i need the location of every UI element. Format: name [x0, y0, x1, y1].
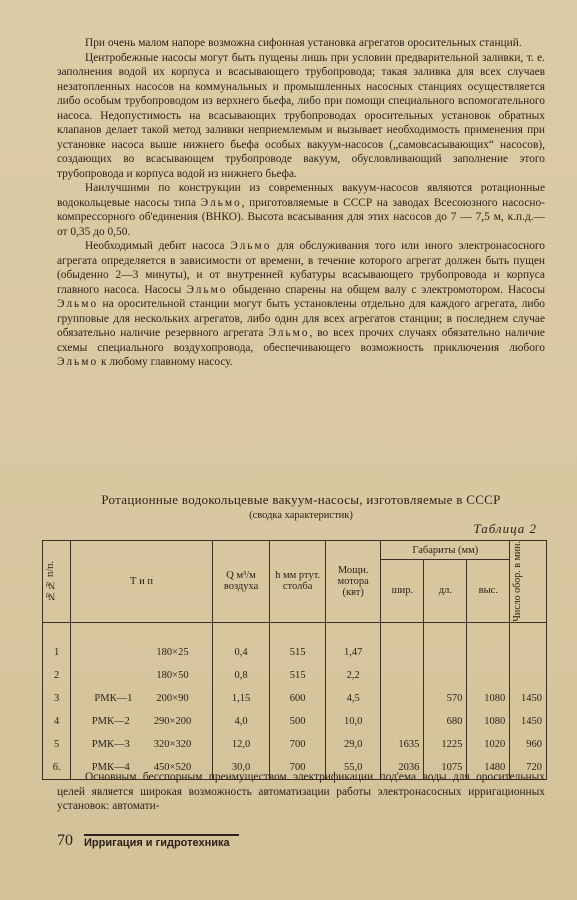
pump-specs-table: [42, 540, 547, 780]
bottom-text: [57, 770, 545, 814]
paragraph-1: При очень малом напоре возможна сифонная установка агрегатов оросительных станций.: [85, 37, 522, 49]
cell-rpm: 1450: [510, 687, 547, 710]
header-height: выс.: [467, 560, 510, 623]
header-h: h мм ртут. столба: [270, 541, 326, 623]
cell-type: [71, 733, 212, 756]
cell-size: 290×200: [153, 715, 192, 727]
cell-type: [71, 687, 212, 710]
table-row: [43, 733, 547, 756]
cell-height: 1080: [467, 710, 510, 733]
table-row: [43, 622, 547, 664]
footer-rule: [84, 834, 239, 836]
cell-rpm: [510, 664, 547, 687]
cell-height: 1080: [467, 687, 510, 710]
cell-power: 10,0: [325, 710, 381, 733]
header-width: шир.: [381, 560, 424, 623]
cell-power: 55,0: [325, 756, 381, 780]
cell-num: 6.: [43, 756, 71, 780]
cell-q: 1,15: [212, 687, 270, 710]
text-span: обыденно спарены на общем валу с электромотором. Насосы: [227, 283, 545, 296]
cell-width: [381, 687, 424, 710]
emphasis-elmo: Эльмо: [57, 298, 99, 310]
cell-h: 700: [270, 733, 326, 756]
cell-width: [381, 622, 424, 664]
table-caption: Ротационные водокольцевые вакуум-насосы, изготовляемые в СССР: [101, 492, 501, 507]
text-span: Наилучшими по конструкции из современных вакуум-насосов являются ротационные водокольцевые насосы типа: [57, 182, 545, 209]
header-num: [43, 541, 71, 623]
cell-model: РМК—3: [91, 738, 130, 750]
paragraph-3: [57, 181, 545, 239]
table-row: [43, 687, 547, 710]
text-span: Необходимый дебит насоса: [85, 240, 231, 252]
text-span: для обслуживания того или иного электронасосного агрегата определяется в зависимости от времени, в течение которого агрегат должен быть пущен (обыденно 2—3 минуты), и от внутренней кубатуры всасывающего трубопровода и корпуса главного насоса. Насосы: [57, 240, 545, 296]
cell-num: 4: [43, 710, 71, 733]
cell-q: 4,0: [212, 710, 270, 733]
cell-height: 1020: [467, 733, 510, 756]
cell-length: [424, 622, 467, 664]
header-rpm: [510, 541, 547, 623]
body-text: [57, 36, 545, 370]
table-row: [43, 664, 547, 687]
paragraph-bottom: Основным бесспорным преимуществом электрификации под'ема воды для оросительных целей является широкая возможность автоматизации работы электронасосных ирригационных установок: автомати-: [57, 771, 545, 812]
cell-size: 180×50: [156, 669, 189, 681]
cell-length: [424, 664, 467, 687]
header-length: дл.: [424, 560, 467, 623]
cell-rpm: 960: [510, 733, 547, 756]
cell-model: РМК—4: [91, 761, 130, 773]
cell-num: 2: [43, 664, 71, 687]
cell-type: [71, 622, 212, 664]
cell-height: [467, 664, 510, 687]
text-span: , во всех прочих случаях обязательно наличие схемы специального воздухопровода, обеспечивающего возможность приключения любого: [57, 327, 545, 354]
cell-q: 12,0: [212, 733, 270, 756]
cell-q: 0,8: [212, 664, 270, 687]
paragraph-4: [57, 239, 545, 370]
paragraph-2: Центробежные насосы могут быть пущены лишь при условии предварительной заливки, т. е. заполнения водой их корпуса и всасывающего трубопровода; такая заливка для всех случаев незатопленных насосов на коммунальных и промышленных насосных станциях осуществляется либо особым трубопроводом из верхнего бьефа, либо при помощи специального вспомогательного насоса. Недопустимость на всасывающих трубопроводах оросительных установок обратных клапанов делает такой метод заливки неприемлемым и вызывает необходимость применения при установке насоса выше нижнего бьефа особых вакуум-насосов („самовсасывающих“ насосов), создающих во всасывающем трубопроводе вакуум, обусловливающий заполнение этого трубопровода и корпуса водой из нижнего бьефа.: [57, 51, 545, 180]
cell-power: 1,47: [325, 622, 381, 664]
cell-size: 450×520: [153, 761, 192, 773]
cell-h: 515: [270, 622, 326, 664]
emphasis-elmo: Эльмо: [57, 356, 99, 368]
cell-num: 1: [43, 622, 71, 664]
cell-height: [467, 622, 510, 664]
cell-num: 5: [43, 733, 71, 756]
cell-h: 500: [270, 710, 326, 733]
header-power: Мощн. мотора (квт): [325, 541, 381, 623]
text-span: к любому главному насосу.: [98, 356, 233, 368]
table-label: Таблица 2: [473, 521, 537, 536]
cell-model: РМК—1: [94, 692, 133, 704]
text-span: на оросительной станции могут быть установлены отдельно для каждого агрегата, либо групповые для нескольких агрегатов, либо один для всех агрегатов станции; в последнем случае обязательно наличие резервного агрегата: [57, 298, 545, 339]
cell-q: 0,4: [212, 622, 270, 664]
cell-size: 320×320: [153, 738, 192, 750]
cell-h: 700: [270, 756, 326, 780]
cell-width: 2036: [381, 756, 424, 780]
cell-q: 30,0: [212, 756, 270, 780]
cell-num: 3: [43, 687, 71, 710]
cell-width: [381, 710, 424, 733]
header-dims: Габариты (мм): [381, 541, 510, 560]
cell-length: 1075: [424, 756, 467, 780]
header-q: Q м³/м воздуха: [212, 541, 270, 623]
table-row: [43, 710, 547, 733]
cell-height: 1480: [467, 756, 510, 780]
cell-power: 29,0: [325, 733, 381, 756]
cell-h: 600: [270, 687, 326, 710]
text-span: , приготовляемые в СССР на заводах Всесоюзного насосно-компрессорного об'единения (ВНКО). Высота всасывания для этих насосов до 7 — 7,5 м, к.п.д.— от 0,35 до 0,50.: [57, 196, 545, 238]
cell-size: 180×25: [156, 646, 189, 658]
cell-length: 1225: [424, 733, 467, 756]
emphasis-elmo: Эльмо: [186, 283, 228, 296]
header-num-text: №№ п/п.: [45, 561, 56, 602]
header-type: Т и п: [71, 541, 212, 623]
cell-power: 4,5: [325, 687, 381, 710]
cell-length: 680: [424, 710, 467, 733]
cell-type: [71, 710, 212, 733]
cell-rpm: 720: [510, 756, 547, 780]
emphasis-elmo: Эльмо: [230, 240, 272, 252]
cell-power: 2,2: [325, 664, 381, 687]
table-subcaption: (сводка характеристик): [249, 510, 353, 521]
header-rpm-text: Число обор. в мин.: [512, 541, 524, 622]
cell-width: 1635: [381, 733, 424, 756]
page-number: 70: [57, 832, 73, 849]
emphasis-elmo: Эльмо: [200, 196, 242, 209]
cell-size: 200×90: [156, 692, 189, 704]
cell-length: 570: [424, 687, 467, 710]
running-title: Ирригация и гидротехника: [84, 837, 230, 849]
cell-rpm: 1450: [510, 710, 547, 733]
cell-h: 515: [270, 664, 326, 687]
cell-model: РМК—2: [91, 715, 130, 727]
cell-width: [381, 664, 424, 687]
emphasis-elmo: Эльмо: [268, 327, 310, 339]
cell-rpm: [510, 622, 547, 664]
cell-type: [71, 664, 212, 687]
